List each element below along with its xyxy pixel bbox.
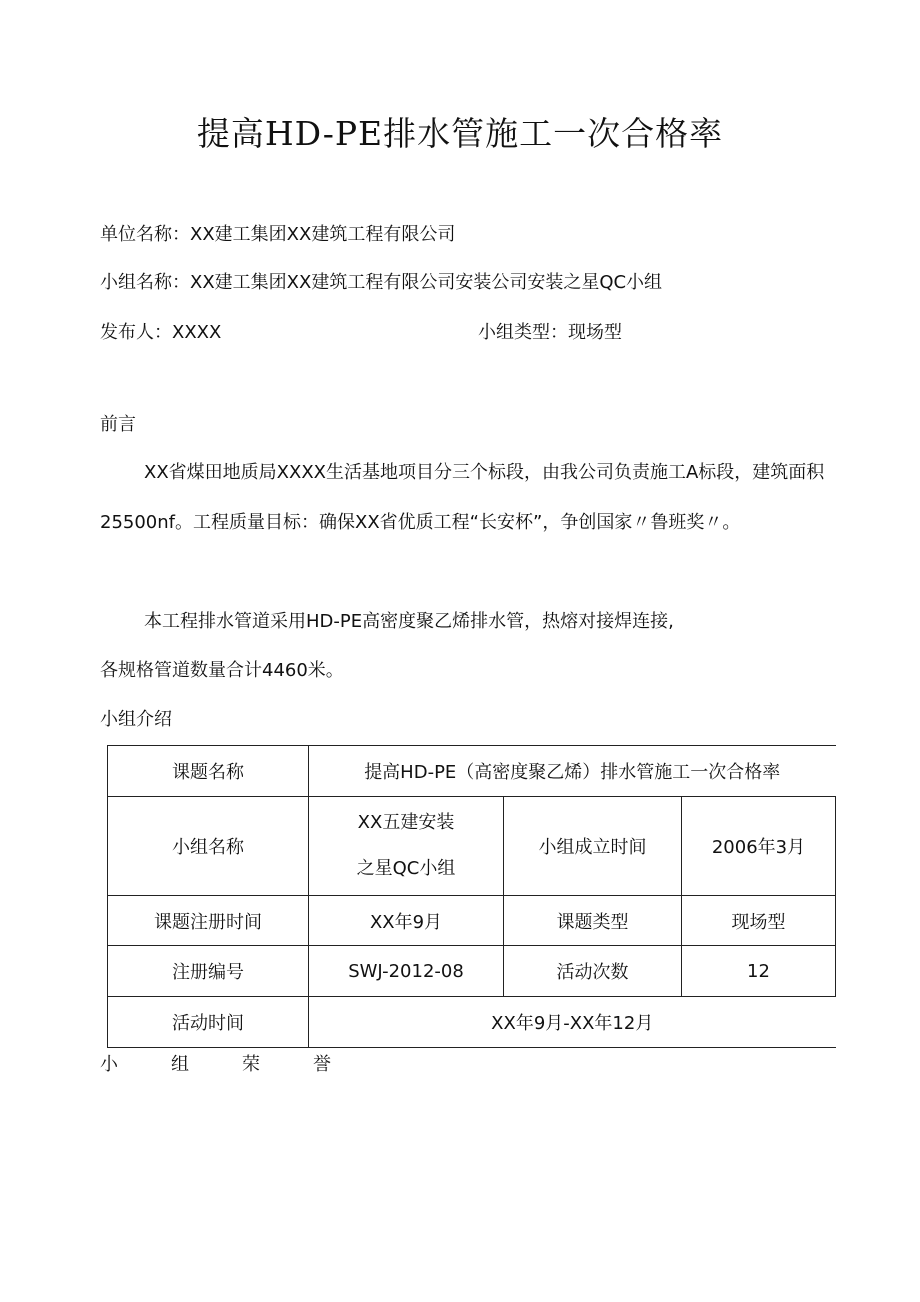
group-type-line: 小组类型：现场型 xyxy=(478,322,622,343)
honor-char: 小 xyxy=(100,1054,118,1075)
topic-label: 课题名称 xyxy=(108,746,309,797)
activity-count-value: 12 xyxy=(682,946,836,997)
founded-label: 小组成立时间 xyxy=(504,797,682,896)
registration-time-label: 课题注册时间 xyxy=(108,896,309,946)
preface-heading: 前言 xyxy=(100,414,136,435)
table-row xyxy=(108,946,836,997)
preface-paragraph-1-text: XX省煤田地质局XXXX生活基地项目分三个标段，由我公司负责施工A标段，建筑面积25500nf。工程质量目标：确保XX省优质工程“长安杯”，争创国家〃鲁班奖〃。 xyxy=(100,462,825,533)
group-name-value-line-2: 之星QC小组 xyxy=(356,858,456,879)
honor-char: 荣 xyxy=(242,1054,260,1075)
activity-time-label: 活动时间 xyxy=(108,997,309,1048)
registration-number-label: 注册编号 xyxy=(108,946,309,997)
activity-time-value: XX年9月-XX年12月 xyxy=(309,997,836,1048)
honor-char: 誉 xyxy=(313,1054,331,1075)
table-row xyxy=(108,797,836,896)
group-name-line: 小组名称：XX建工集团XX建筑工程有限公司安装公司安装之星QC小组 xyxy=(100,272,663,293)
founded-value: 2006年3月 xyxy=(682,797,836,896)
group-info-table xyxy=(107,745,836,1048)
publisher-line: 发布人：XXXX xyxy=(100,322,222,343)
group-intro-heading: 小组介绍 xyxy=(100,709,172,730)
activity-count-label: 活动次数 xyxy=(504,946,682,997)
document-title: 提高HD-PE排水管施工一次合格率 xyxy=(196,114,724,153)
group-name-value xyxy=(309,797,504,896)
group-name-label: 小组名称 xyxy=(108,797,309,896)
table-row xyxy=(108,746,836,797)
group-honor-heading xyxy=(100,1050,384,1080)
table-row xyxy=(108,997,836,1048)
topic-type-label: 课题类型 xyxy=(504,896,682,946)
preface-paragraph-2-line-1: 本工程排水管道采用HD-PE高密度聚乙烯排水管，热熔对接焊连接, xyxy=(144,611,674,632)
topic-value: 提高HD-PE（高密度聚乙烯）排水管施工一次合格率 xyxy=(309,746,836,797)
honor-char: 组 xyxy=(171,1054,189,1075)
registration-time-value: XX年9月 xyxy=(309,896,504,946)
preface-paragraph-1 xyxy=(100,448,845,548)
table-row xyxy=(108,896,836,946)
unit-name-line: 单位名称：XX建工集团XX建筑工程有限公司 xyxy=(100,224,456,245)
group-name-value-line-1: XX五建安装 xyxy=(357,812,455,833)
topic-type-value: 现场型 xyxy=(682,896,836,946)
preface-paragraph-2-line-2: 各规格管道数量合计4460米。 xyxy=(100,660,344,681)
registration-number-value: SWJ-2012-08 xyxy=(309,946,504,997)
